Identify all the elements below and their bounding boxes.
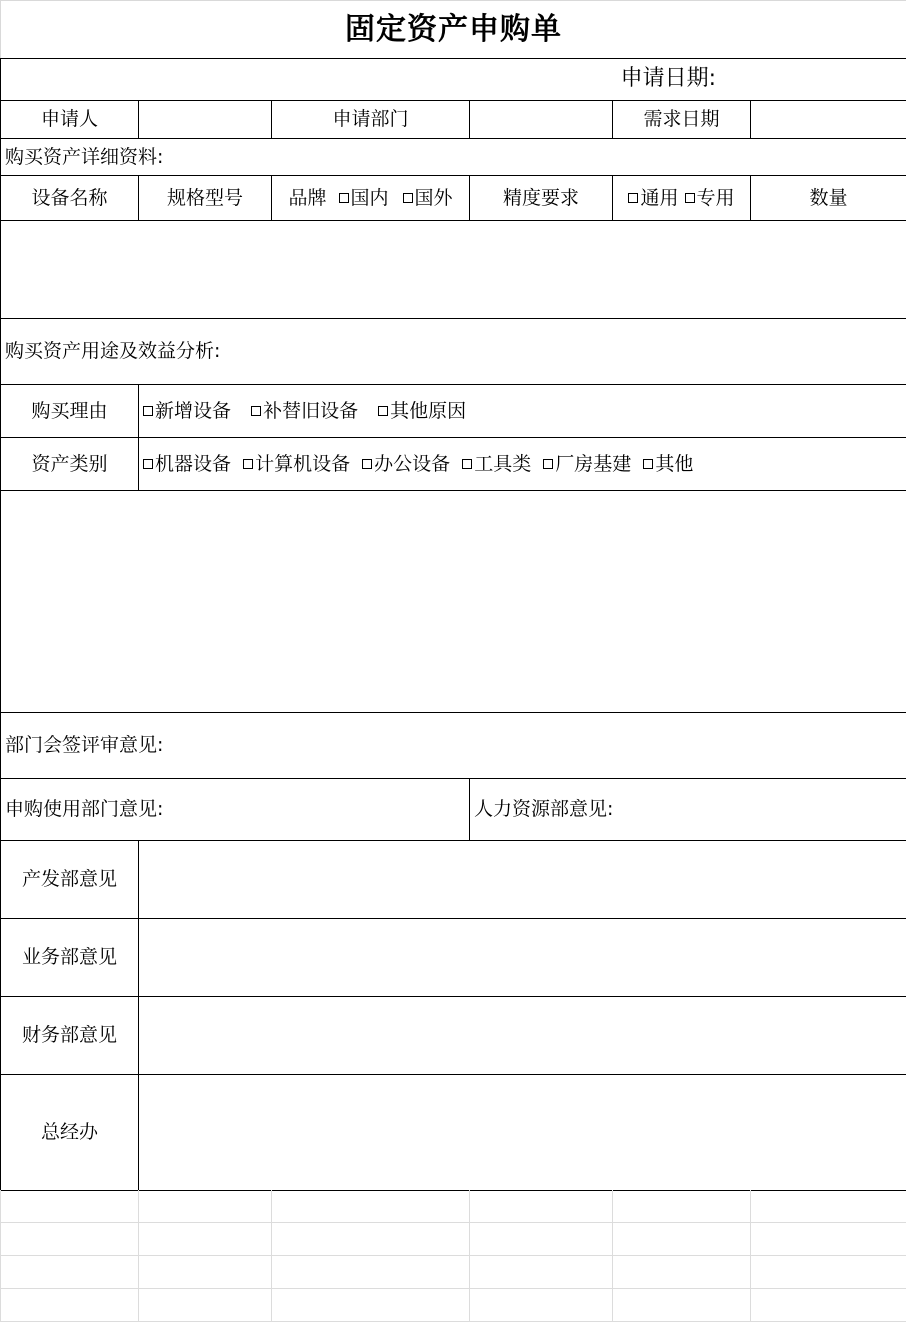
quantity-header: 数量 xyxy=(751,176,906,221)
grid-cell[interactable] xyxy=(1,1190,139,1223)
brand-domestic-checkbox[interactable] xyxy=(339,193,349,203)
brand-foreign-checkbox[interactable] xyxy=(403,193,413,203)
category-building-checkbox[interactable] xyxy=(543,459,553,469)
grid-cell[interactable] xyxy=(139,1289,272,1322)
analysis-content-area[interactable] xyxy=(1,491,906,713)
purchase-reason-options xyxy=(139,385,906,438)
category-other-checkbox[interactable] xyxy=(643,459,653,469)
category-computer-checkbox[interactable] xyxy=(243,459,253,469)
business-opinion-field[interactable] xyxy=(139,919,906,997)
category-office-checkbox[interactable] xyxy=(362,459,372,469)
precision-header: 精度要求 xyxy=(470,176,613,221)
asset-category-options xyxy=(139,438,906,491)
grid-cell[interactable] xyxy=(470,1190,613,1223)
reason-new-label: 新增设备 xyxy=(155,400,231,422)
category-other-label: 其他 xyxy=(655,453,693,475)
brand-header xyxy=(272,176,470,221)
grid-cell[interactable] xyxy=(272,1256,470,1289)
category-computer-label: 计算机设备 xyxy=(255,453,350,475)
category-tools-label: 工具类 xyxy=(474,453,531,475)
category-machine-checkbox[interactable] xyxy=(143,459,153,469)
reason-other-label: 其他原因 xyxy=(390,400,466,422)
grid-cell[interactable] xyxy=(751,1223,906,1256)
grid-cell[interactable] xyxy=(613,1289,751,1322)
grid-cell[interactable] xyxy=(751,1289,906,1322)
grid-cell[interactable] xyxy=(751,1190,906,1223)
finance-opinion-field[interactable] xyxy=(139,997,906,1075)
category-tools-checkbox[interactable] xyxy=(462,459,472,469)
need-date-field[interactable] xyxy=(751,101,906,139)
finance-opinion-label: 财务部意见 xyxy=(1,997,139,1075)
grid-cell[interactable] xyxy=(613,1190,751,1223)
grid-cell[interactable] xyxy=(1,1256,139,1289)
brand-foreign-label: 国外 xyxy=(415,187,453,209)
need-date-label: 需求日期 xyxy=(613,101,751,139)
brand-label: 品牌 xyxy=(288,187,326,209)
details-section-label: 购买资产详细资料: xyxy=(1,139,906,176)
gm-office-label: 总经办 xyxy=(1,1075,139,1191)
usage-analysis-label: 购买资产用途及效益分析: xyxy=(1,319,906,385)
grid-cell[interactable] xyxy=(613,1223,751,1256)
grid-cell[interactable] xyxy=(1,1223,139,1256)
grid-cell[interactable] xyxy=(470,1289,613,1322)
apply-date-row xyxy=(1,59,906,101)
usage-special-label: 专用 xyxy=(697,187,735,209)
usage-type-header xyxy=(613,176,751,221)
grid-cell[interactable] xyxy=(751,1256,906,1289)
apply-date-label: 申请日期: xyxy=(621,66,716,91)
form-title: 固定资产申购单 xyxy=(1,1,906,59)
department-field[interactable] xyxy=(470,101,613,139)
reason-other-checkbox[interactable] xyxy=(378,406,388,416)
usage-general-label: 通用 xyxy=(640,187,678,209)
dept-review-label: 部门会签评审意见: xyxy=(1,713,906,779)
grid-cell[interactable] xyxy=(470,1223,613,1256)
rd-opinion-label: 产发部意见 xyxy=(1,841,139,919)
usage-general-checkbox[interactable] xyxy=(628,193,638,203)
grid-cell[interactable] xyxy=(470,1256,613,1289)
grid-cell[interactable] xyxy=(139,1256,272,1289)
usage-special-checkbox[interactable] xyxy=(685,193,695,203)
gm-office-field[interactable] xyxy=(139,1075,906,1191)
grid-cell[interactable] xyxy=(613,1256,751,1289)
reason-new-checkbox[interactable] xyxy=(143,406,153,416)
asset-category-label: 资产类别 xyxy=(1,438,139,491)
category-office-label: 办公设备 xyxy=(374,453,450,475)
business-opinion-label: 业务部意见 xyxy=(1,919,139,997)
brand-domestic-label: 国内 xyxy=(351,187,389,209)
grid-cell[interactable] xyxy=(139,1223,272,1256)
category-machine-label: 机器设备 xyxy=(155,453,231,475)
grid-cell[interactable] xyxy=(272,1289,470,1322)
grid-cell[interactable] xyxy=(139,1190,272,1223)
grid-cell[interactable] xyxy=(1,1289,139,1322)
item-details-area[interactable] xyxy=(1,221,906,319)
applicant-label: 申请人 xyxy=(1,101,139,139)
empty-spreadsheet-grid xyxy=(0,1190,906,1322)
category-building-label: 厂房基建 xyxy=(555,453,631,475)
grid-cell[interactable] xyxy=(272,1223,470,1256)
department-label: 申请部门 xyxy=(272,101,470,139)
reason-replace-checkbox[interactable] xyxy=(251,406,261,416)
purchase-reason-label: 购买理由 xyxy=(1,385,139,438)
reason-replace-label: 补替旧设备 xyxy=(263,400,358,422)
rd-opinion-field[interactable] xyxy=(139,841,906,919)
model-header: 规格型号 xyxy=(139,176,272,221)
grid-cell[interactable] xyxy=(272,1190,470,1223)
applicant-field[interactable] xyxy=(139,101,272,139)
device-name-header: 设备名称 xyxy=(1,176,139,221)
using-dept-opinion[interactable]: 申购使用部门意见: xyxy=(1,779,470,841)
hr-opinion[interactable]: 人力资源部意见: xyxy=(470,779,906,841)
